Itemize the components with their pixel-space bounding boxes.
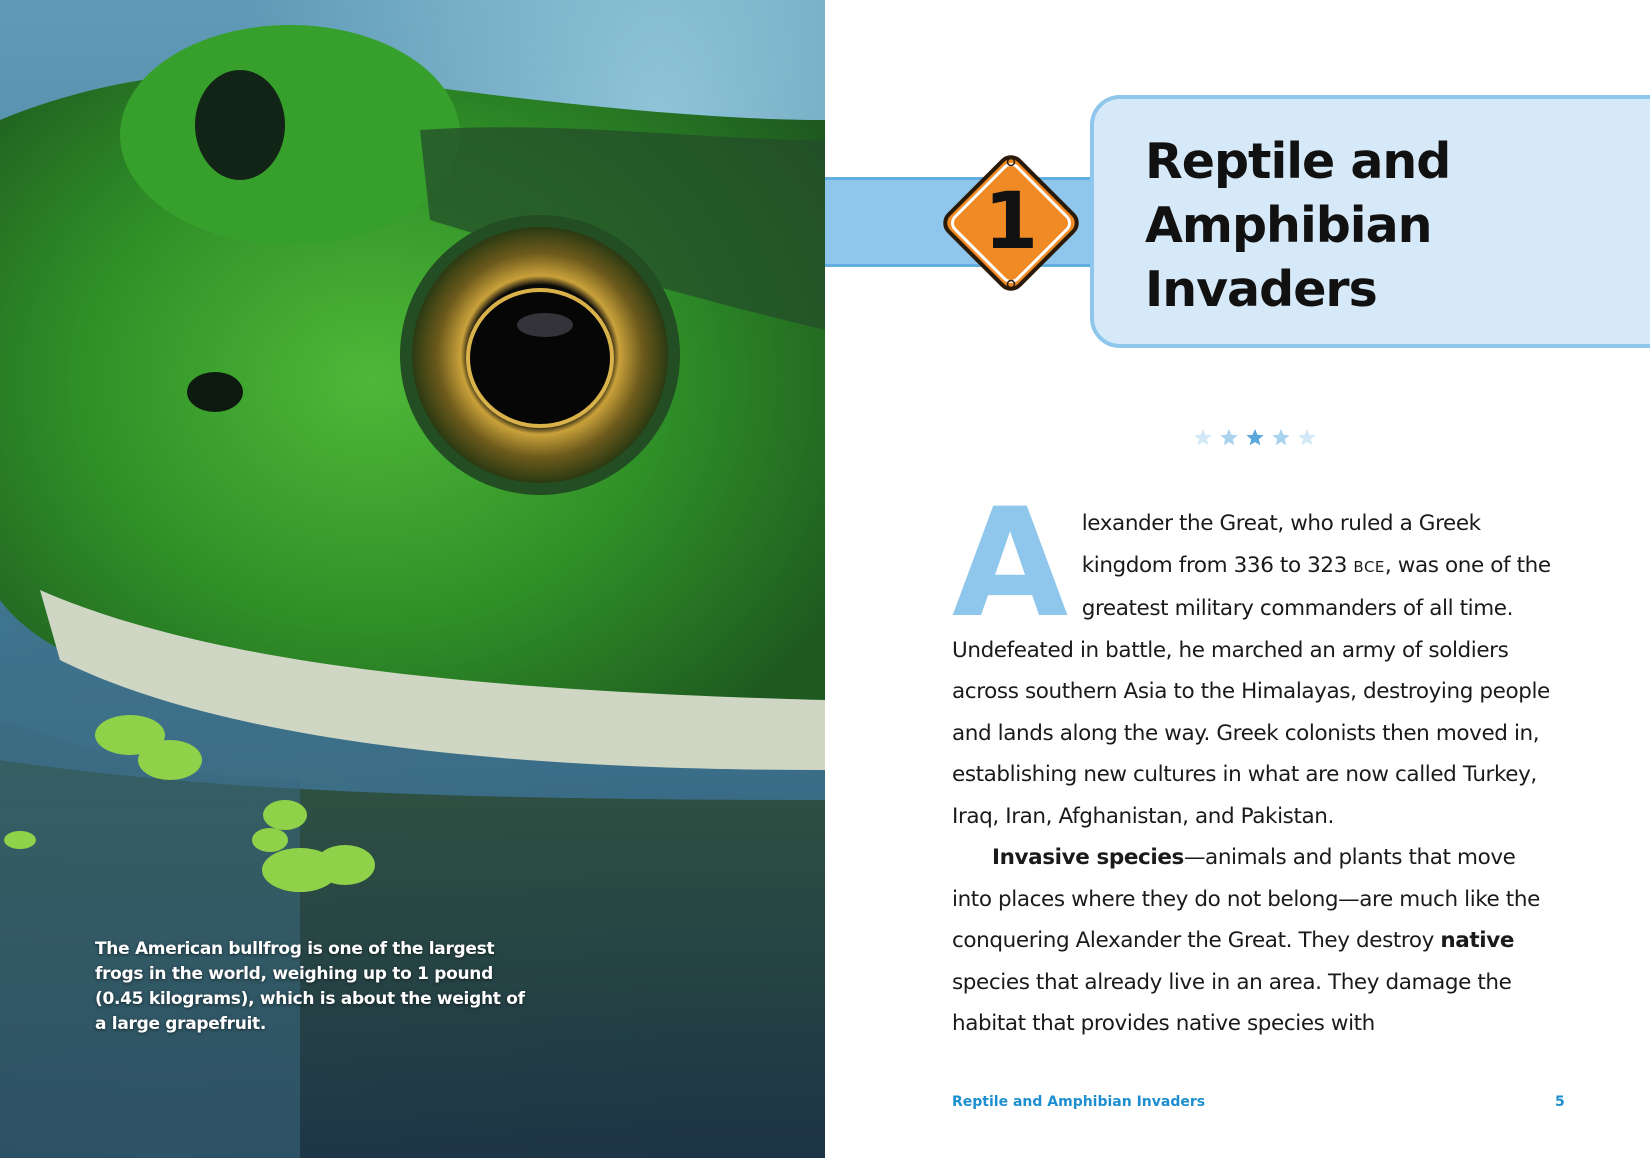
warning-sign-icon: [928, 140, 1094, 306]
divider-star-icon: [1272, 429, 1289, 445]
chapter-title: Reptile and Amphibian Invaders: [1145, 133, 1451, 318]
glossary-term-native: native: [1440, 928, 1515, 953]
paragraph-1: Alexander the Great, who ruled a Greek kingdom from 336 to 323 BCE, was one of the greatest military commanders of all time. Undefeated in battle, he marched an army of soldiers across southern Asia to the Himalayas, destroying people and lands along the way. Greek colonists then moved in, establishing new cultures in what are now called Turkey, Iraq, Iran, Afghanistan, and Pakistan.: [952, 477, 1551, 829]
glossary-term-invasive-species: Invasive species: [992, 845, 1184, 870]
body-text: [952, 477, 1552, 1045]
divider-star-icon: [1298, 429, 1315, 445]
divider-star-icon: [1246, 429, 1263, 445]
running-footer-title: Reptile and Amphibian Invaders: [952, 1094, 1206, 1110]
divider-star-icon: [1194, 429, 1211, 445]
divider-star-icon: [1220, 429, 1237, 445]
drop-cap: A: [952, 477, 1068, 651]
paragraph-2: Invasive species—animals and plants that move into places where they do not belong—are much like the conquering Alexander the Great. They destroy native species that already live in an area. They damage the habitat that provides native species with: [952, 845, 1540, 1036]
page-number: 5: [1555, 1094, 1565, 1110]
star-divider: [1190, 426, 1320, 450]
photo-caption: The American bullfrog is one of the largest frogs in the world, weighing up to 1 pound (0.45 kilograms), which is about the weight of a large grapefruit.: [95, 939, 525, 1034]
chapter-number: 1: [983, 177, 1039, 267]
